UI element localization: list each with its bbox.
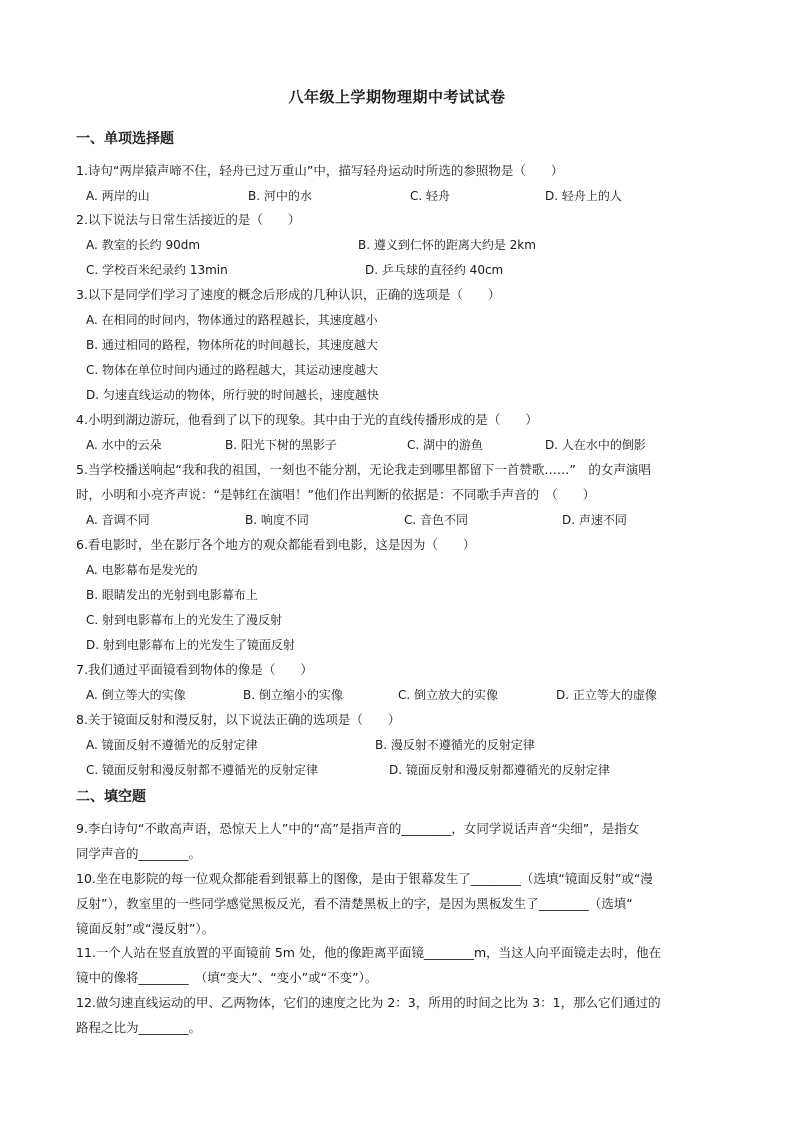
question-12-line-1: 12.做匀速直线运动的甲、乙两物体，它们的速度之比为 2：3，所用的时间之比为 3：1，那么它们通过的 <box>76 995 661 1010</box>
question-8-option-b: B. 漫反射不遵循光的反射定律 <box>375 738 535 752</box>
question-8-option-a: A. 镜面反射不遵循光的反射定律 <box>86 738 258 752</box>
question-7-option-a: A. 倒立等大的实像 <box>86 688 186 702</box>
question-6-option-c: C. 射到电影幕布上的光发生了漫反射 <box>86 613 283 627</box>
question-3-option-d: D. 匀速直线运动的物体，所行驶的时间越长，速度越快 <box>86 388 379 402</box>
question-6-option-d: D. 射到电影幕布上的光发生了镜面反射 <box>86 638 295 652</box>
question-12-line-2: 路程之比为________。 <box>76 1020 202 1035</box>
question-1-option-c: C. 轻舟 <box>410 189 451 203</box>
question-6-stem: 6.看电影时，坐在影厅各个地方的观众都能看到电影，这是因为（ ） <box>76 537 476 552</box>
page-title: 八年级上学期物理期中考试试卷 <box>288 88 506 106</box>
question-5-option-a: A. 音调不同 <box>86 513 150 527</box>
question-1-option-a: A. 两岸的山 <box>86 189 150 203</box>
question-2-option-d: D. 乒乓球的直径约 40cm <box>365 263 504 277</box>
question-5-option-b: B. 响度不同 <box>245 513 309 527</box>
question-3-stem: 3.以下是同学们学习了速度的概念后形成的几种认识，正确的选项是（ ） <box>76 287 501 302</box>
question-8-option-d: D. 镜面反射和漫反射都遵循光的反射定律 <box>389 763 610 777</box>
question-1-option-b: B. 河中的水 <box>248 189 312 203</box>
section-heading-choice: 一、单项选择题 <box>76 131 174 147</box>
question-6-option-b: B. 眼睛发出的光射到电影幕布上 <box>86 588 258 602</box>
question-11-line-1: 11.一个人站在竖直放置的平面镜前 5m 处，他的像距离平面镜________m，当这人向平面镜走去时，他在 <box>76 945 662 960</box>
question-4-option-a: A. 水中的云朵 <box>86 438 162 452</box>
question-10-line-1: 10.坐在电影院的每一位观众都能看到银幕上的图像，是由于银幕发生了________（选填“镜面反射”或“漫 <box>76 871 653 886</box>
question-9-line-2: 同学声音的________。 <box>76 846 202 861</box>
section-heading-fill-blank: 二、填空题 <box>76 789 146 805</box>
question-7-option-c: C. 倒立放大的实像 <box>398 688 499 702</box>
question-8-stem: 8.关于镜面反射和漫反射，以下说法正确的选项是（ ） <box>76 712 401 727</box>
question-2-option-c: C. 学校百米纪录约 13min <box>86 263 228 277</box>
question-2-option-b: B. 遵义到仁怀的距离大约是 2km <box>358 238 536 252</box>
question-5-option-c: C. 音色不同 <box>404 513 469 527</box>
question-4-option-d: D. 人在水中的倒影 <box>545 438 646 452</box>
question-4-stem: 4.小明到湖边游玩，他看到了以下的现象。其中由于光的直线传播形成的是（ ） <box>76 412 538 427</box>
question-7-option-b: B. 倒立缩小的实像 <box>243 688 343 702</box>
question-3-option-a: A. 在相同的时间内，物体通过的路程越长，其速度越小 <box>86 313 378 327</box>
question-2-option-a: A. 教室的长约 90dm <box>86 238 201 252</box>
question-2-stem: 2.以下说法与日常生活接近的是（ ） <box>76 212 301 227</box>
question-4-option-c: C. 湖中的游鱼 <box>407 438 484 452</box>
question-3-option-c: C. 物体在单位时间内通过的路程越大，其运动速度越大 <box>86 363 379 377</box>
question-8-option-c: C. 镜面反射和漫反射都不遵循光的反射定律 <box>86 763 319 777</box>
question-1-stem: 1.诗句“两岸猿声啼不住，轻舟已过万重山”中，描写轻舟运动时所选的参照物是（ ） <box>76 163 564 178</box>
question-7-stem: 7.我们通过平面镜看到物体的像是（ ） <box>76 662 313 677</box>
question-4-option-b: B. 阳光下树的黑影子 <box>225 438 337 452</box>
question-10-line-3: 镜面反射”或“漫反射”）。 <box>76 921 215 936</box>
question-6-option-a: A. 电影幕布是发光的 <box>86 563 198 577</box>
question-11-line-2: 镜中的像将________ （填“变大”、“变小”或“不变”）。 <box>76 970 378 985</box>
question-7-option-d: D. 正立等大的虚像 <box>556 688 657 702</box>
question-5-stem-line-1: 5.当学校播送响起“我和我的祖国，一刻也不能分割，无论我走到哪里都留下一首赞歌……” 的女声演唱 <box>76 462 651 477</box>
question-1-option-d: D. 轻舟上的人 <box>545 189 622 203</box>
question-5-stem-line-2: 时，小明和小亮齐声说：“是韩红在演唱！”他们作出判断的依据是：不同歌手声音的 （ ） <box>76 487 596 502</box>
question-5-option-d: D. 声速不同 <box>562 513 627 527</box>
question-10-line-2: 反射”），教室里的一些同学感觉黑板反光，看不清楚黑板上的字，是因为黑板发生了________（选填“ <box>76 896 633 911</box>
question-3-option-b: B. 通过相同的路程，物体所花的时间越长，其速度越大 <box>86 338 378 352</box>
question-9-line-1: 9.李白诗句“不敢高声语，恐惊天上人”中的“高”是指声音的________，女同学说话声音“尖细”，是指女 <box>76 821 640 836</box>
